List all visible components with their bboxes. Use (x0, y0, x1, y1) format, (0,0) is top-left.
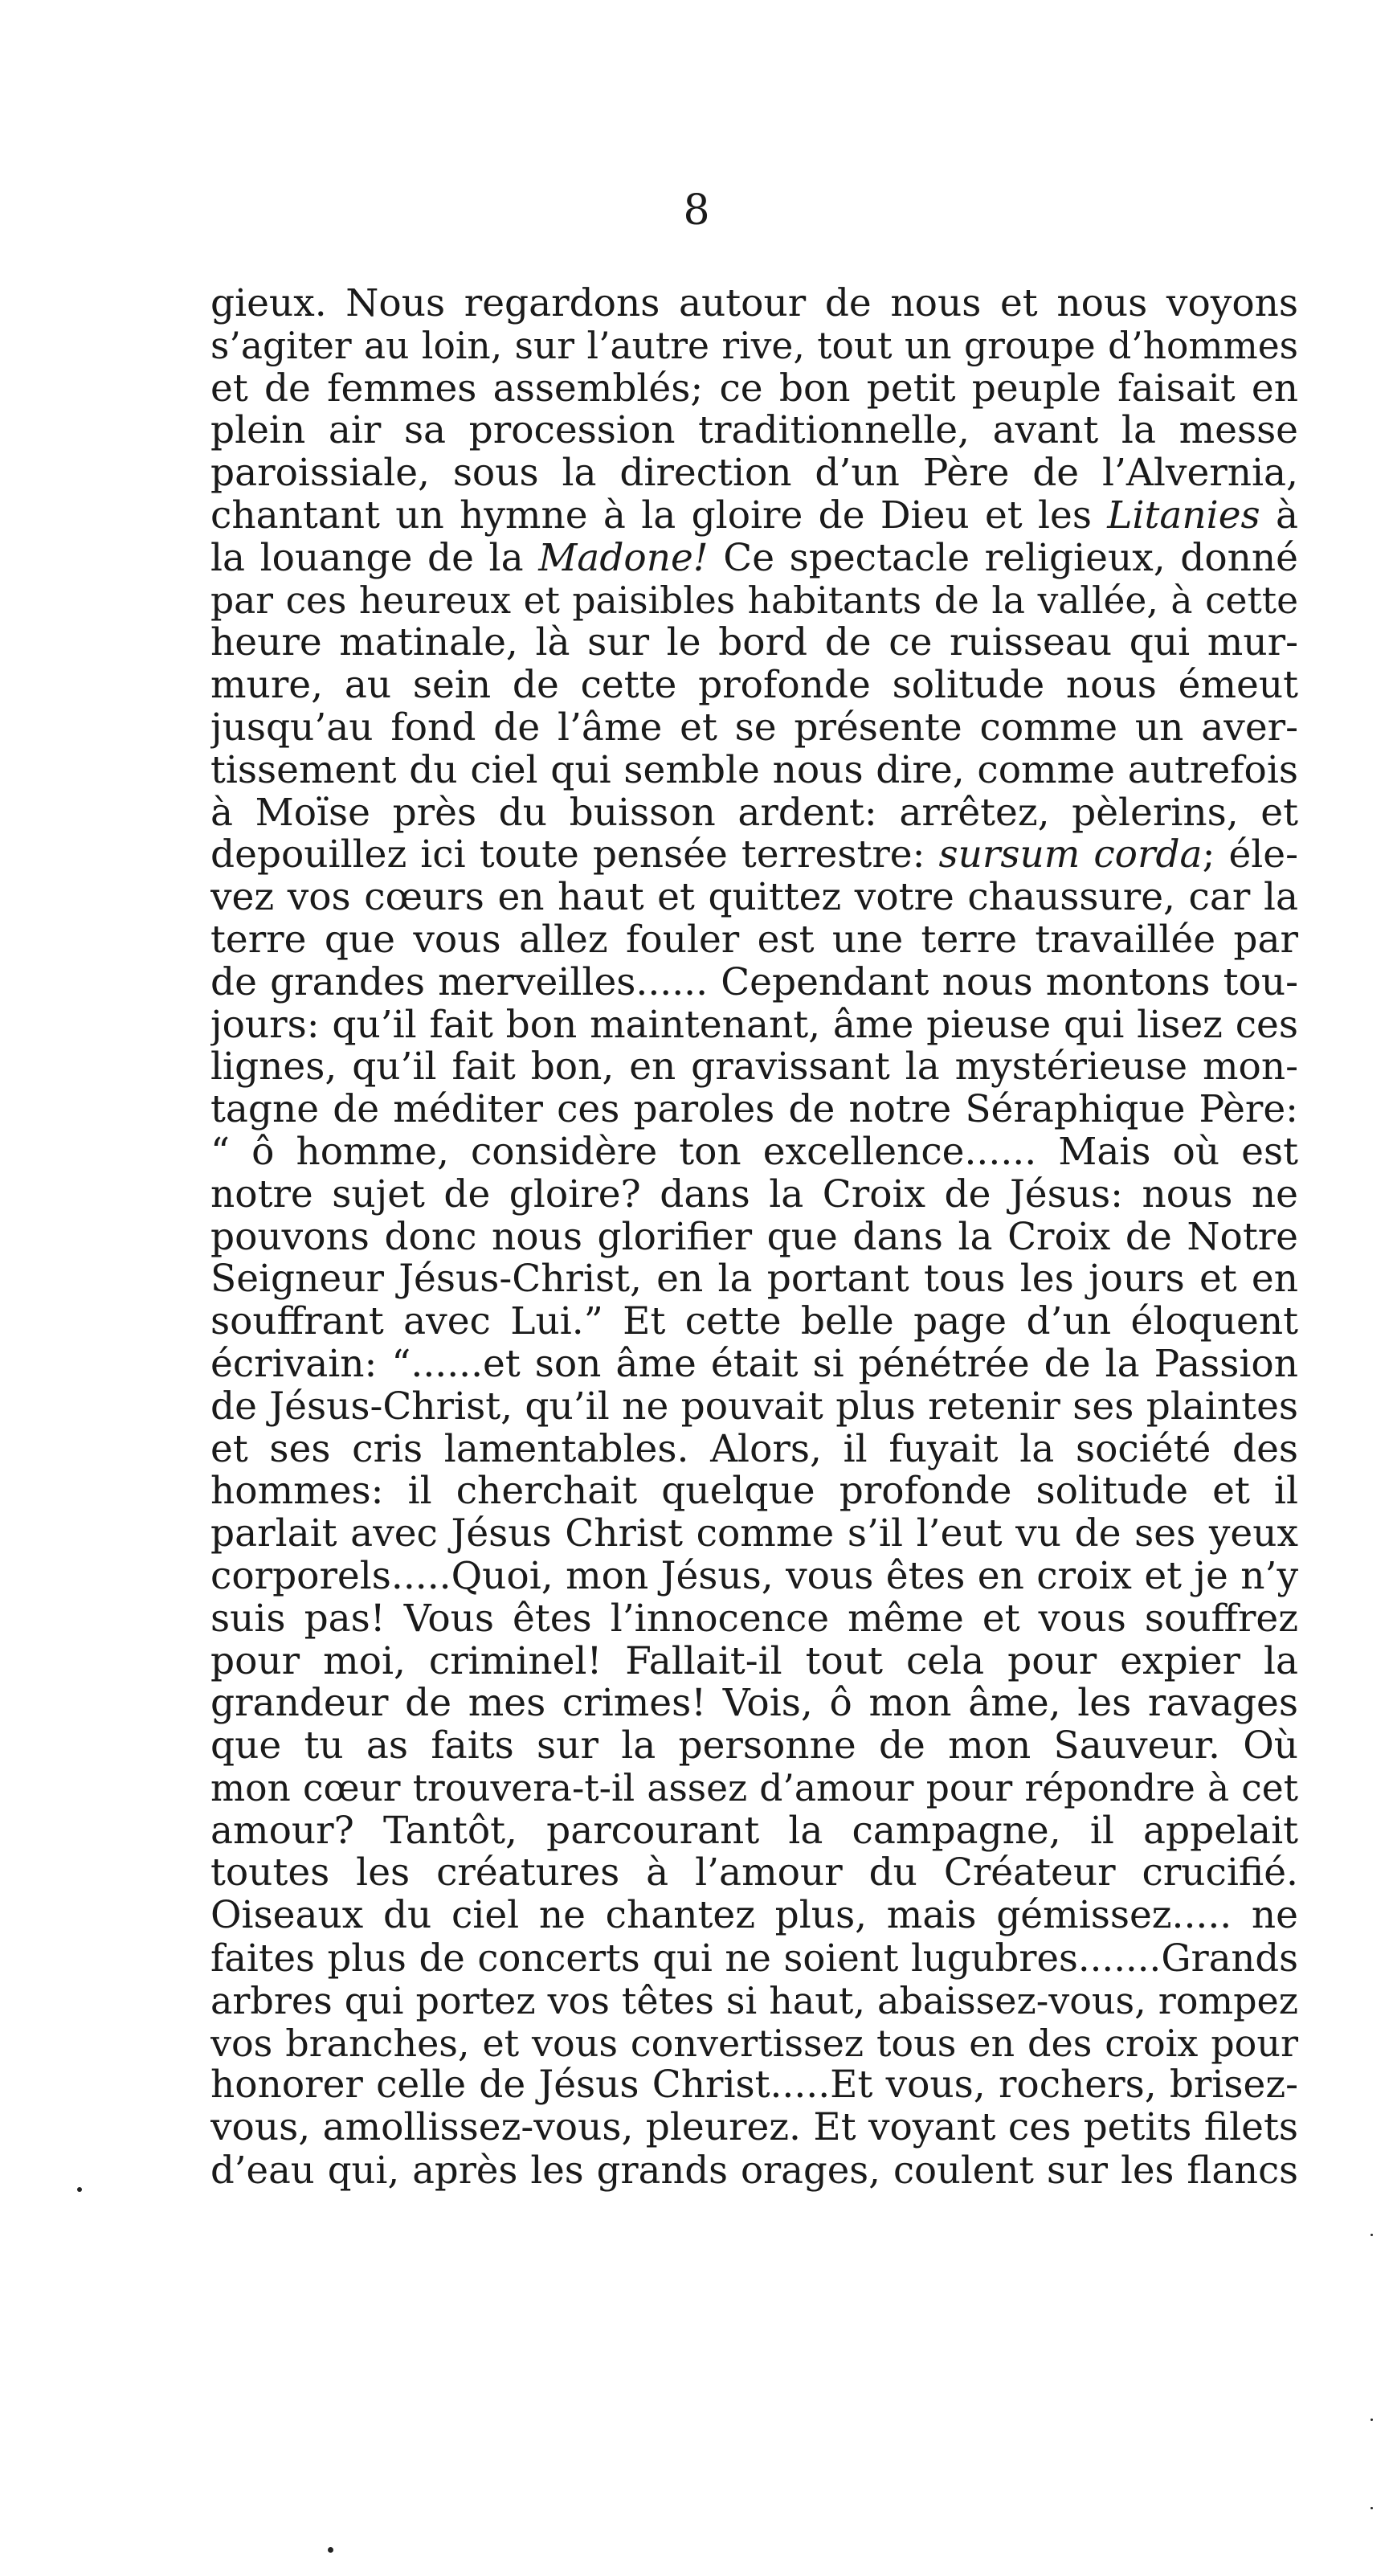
text-segment: écrivain: “......et son âme était si pénétrée de la Passion (210, 1343, 1298, 1386)
text-segment: arbres qui portez vos têtes si haut, abaissez-vous, rompez (210, 1979, 1298, 2022)
text-segment: suis pas! Vous êtes l’innocence même et vous souffrez (210, 1597, 1298, 1641)
text-segment: amour? Tantôt, parcourant la campagne, il appelait (210, 1809, 1298, 1853)
text-segment: gieux. Nous regardons autour de nous et nous voyons (210, 283, 1298, 325)
text-segment: d’eau qui, après les grands orages, coulent sur les flancs (210, 2149, 1298, 2192)
text-line (210, 1937, 1298, 1980)
scan-speck (77, 2187, 82, 2192)
text-line (210, 2022, 1298, 2065)
text-line (210, 2107, 1298, 2149)
text-segment: toutes les créatures à l’amour du Créateur crucifié. (210, 1852, 1298, 1895)
text-segment: et de femmes assemblés; ce bon petit peuple faisait en (210, 367, 1298, 411)
text-segment: la louange de la (210, 537, 539, 580)
text-segment: plein air sa procession traditionnelle, avant la messe (210, 410, 1298, 453)
text-line (210, 495, 1298, 538)
text-line (210, 1768, 1298, 1810)
text-line (210, 1895, 1298, 1937)
text-segment: mure, au sein de cette profonde solitude nous émeut (210, 664, 1298, 707)
text-segment: parlait avec Jésus Christ comme s’il l’eut vu de ses yeux (210, 1513, 1298, 1556)
italic-text: Litanies (1107, 494, 1260, 538)
text-segment: lignes, qu’il fait bon, en gravissant la mystérieuse mon- (210, 1046, 1298, 1090)
text-line (210, 622, 1298, 664)
scan-speck (1371, 2234, 1373, 2236)
text-segment: ; éle- (1202, 834, 1298, 877)
text-line (210, 1174, 1298, 1216)
text-line (210, 1598, 1298, 1641)
text-line (210, 580, 1298, 623)
text-line (210, 1513, 1298, 1556)
text-line (210, 1470, 1298, 1513)
text-segment: hommes: il cherchait quelque profonde solitude et il (210, 1470, 1298, 1514)
text-segment: Ce spectacle religieux, donné (708, 537, 1298, 580)
text-line (210, 962, 1298, 1004)
text-line (210, 1810, 1298, 1853)
text-line (210, 1556, 1298, 1598)
text-segment: depouillez ici toute pensée terrestre: (210, 834, 939, 877)
text-line (210, 325, 1298, 368)
scan-speck (1371, 2419, 1373, 2421)
text-line (210, 1852, 1298, 1895)
text-segment: “ ô homme, considère ton excellence...... Mais où est (210, 1131, 1298, 1174)
text-segment: s’agiter au loin, sur l’autre rive, tout un groupe d’hommes (210, 325, 1298, 367)
text-line (210, 283, 1298, 325)
text-line (210, 1429, 1298, 1471)
text-line (210, 2149, 1298, 2192)
text-segment: tissement du ciel qui semble nous dire, comme autrefois (210, 749, 1298, 792)
text-segment: vos branches, et vous convertissez tous en des croix pour (210, 2022, 1298, 2065)
text-line (210, 834, 1298, 877)
text-line (210, 707, 1298, 750)
text-segment: souffrant avec Lui.” Et cette belle page d’un éloquent (210, 1301, 1298, 1343)
text-segment: pouvons donc nous glorifier que dans la Croix de Notre (210, 1216, 1298, 1259)
text-line (210, 1725, 1298, 1768)
text-segment: vous, amollissez-vous, pleurez. Et voyant ces petits filets (210, 2107, 1298, 2150)
text-line (210, 538, 1298, 580)
text-segment: terre que vous allez fouler est une terre travaillée par (210, 918, 1298, 962)
text-segment: par ces heureux et paisibles habitants de la vallée, à cette (210, 579, 1298, 622)
text-line (210, 1980, 1298, 2022)
text-segment: de Jésus-Christ, qu’il ne pouvait plus retenir ses plaintes (210, 1385, 1298, 1429)
text-line (210, 1046, 1298, 1089)
italic-text: Madone! (538, 537, 709, 580)
text-segment: jusqu’au fond de l’âme et se présente comme un aver- (210, 706, 1298, 750)
text-line (210, 750, 1298, 792)
text-segment: heure matinale, là sur le bord de ce ruisseau qui mur- (210, 622, 1298, 665)
text-line (210, 1089, 1298, 1131)
body-text (210, 283, 1298, 2192)
text-line (210, 1258, 1298, 1301)
text-segment: Seigneur Jésus-Christ, en la portant tous les jours et en (210, 1258, 1298, 1302)
text-line (210, 877, 1298, 919)
text-line (210, 410, 1298, 452)
text-segment: corporels.....Quoi, mon Jésus, vous êtes en croix et je n’y (210, 1555, 1298, 1598)
text-segment: faites plus de concerts qui ne soient lugubres.......Grands (210, 1937, 1298, 1980)
text-segment: à Moïse près du buisson ardent: arrêtez, pèlerins, et (210, 791, 1298, 835)
text-line (210, 664, 1298, 707)
italic-text: sursum corda (938, 834, 1203, 877)
text-segment: mon cœur trouvera-t-il assez d’amour pour répondre à cet (210, 1767, 1298, 1809)
text-line (210, 792, 1298, 835)
text-segment: tagne de méditer ces paroles de notre Séraphique Père: (210, 1089, 1298, 1131)
text-line (210, 1386, 1298, 1429)
text-segment: honorer celle de Jésus Christ.....Et vous, rochers, brisez- (210, 2064, 1298, 2108)
text-line (210, 1131, 1298, 1174)
text-segment: de grandes merveilles...... Cependant nous montons tou- (210, 961, 1298, 1004)
text-segment: Oiseaux du ciel ne chantez plus, mais gémissez..... ne (210, 1895, 1298, 1938)
text-line (210, 919, 1298, 962)
text-segment: que tu as faits sur la personne de mon Sauveur. Où (210, 1725, 1298, 1768)
text-segment: paroissiale, sous la direction d’un Père de l’Alvernia, (210, 452, 1298, 495)
text-segment: pour moi, criminel! Fallait-il tout cela pour expier la (210, 1640, 1298, 1683)
text-segment: vez vos cœurs en haut et quittez votre chaussure, car la (210, 877, 1298, 919)
text-segment: à (1260, 494, 1298, 538)
text-segment: et ses cris lamentables. Alors, il fuyait la société des (210, 1428, 1298, 1471)
text-line (210, 368, 1298, 411)
text-line (210, 1683, 1298, 1725)
text-segment: jours: qu’il fait bon maintenant, âme pieuse qui lisez ces (210, 1004, 1298, 1047)
text-line (210, 1641, 1298, 1683)
text-line (210, 452, 1298, 495)
text-line (210, 1301, 1298, 1343)
text-segment: notre sujet de gloire? dans la Croix de Jésus: nous ne (210, 1173, 1298, 1216)
page-number: 8 (683, 186, 710, 235)
scan-speck (328, 2547, 333, 2553)
text-line (210, 1004, 1298, 1047)
text-line (210, 1216, 1298, 1259)
text-segment: chantant un hymne à la gloire de Dieu et les (210, 494, 1108, 538)
text-line (210, 2064, 1298, 2107)
text-segment: grandeur de mes crimes! Vois, ô mon âme, les ravages (210, 1683, 1298, 1726)
scan-speck (1371, 2507, 1373, 2509)
text-line (210, 1343, 1298, 1386)
